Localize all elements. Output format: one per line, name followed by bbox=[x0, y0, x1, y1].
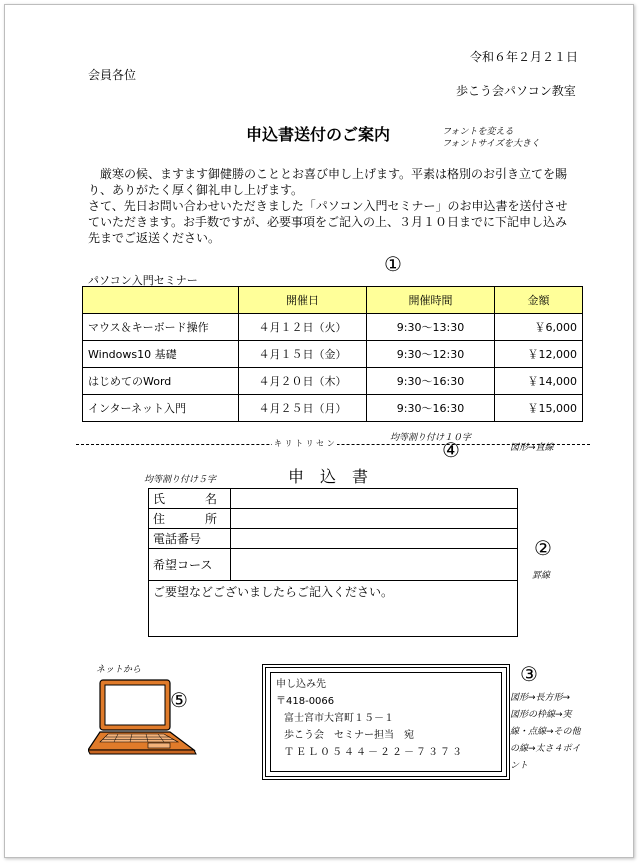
address-block bbox=[276, 676, 464, 761]
course-fee: ￥12,000 bbox=[495, 341, 583, 368]
cut-line-note: 図形→直線 bbox=[510, 443, 554, 453]
course-name: インターネット入門 bbox=[83, 395, 239, 422]
course-name: はじめてのWord bbox=[83, 368, 239, 395]
form-label: 電話番号 bbox=[149, 529, 231, 549]
course-date: ４月１５日（金） bbox=[239, 341, 367, 368]
marker-4: ④ bbox=[442, 438, 460, 462]
course-time: 9:30～16:30 bbox=[367, 368, 495, 395]
course-fee: ￥14,000 bbox=[495, 368, 583, 395]
address-street: 富士宮市大宮町１５－１ bbox=[284, 713, 394, 724]
course-time: 9:30～16:30 bbox=[367, 395, 495, 422]
marker-1: ① bbox=[384, 252, 402, 276]
label-address: 住 所 bbox=[153, 512, 217, 526]
form-note: 均等割り付け５字 bbox=[144, 475, 217, 485]
table-row bbox=[83, 341, 583, 368]
course-field[interactable] bbox=[231, 549, 518, 581]
address-postal: 〒418-0066 bbox=[276, 696, 335, 707]
address-note-line: 図形→長方形→ bbox=[510, 693, 571, 703]
address-heading: 申し込み先 bbox=[276, 679, 326, 690]
address-note bbox=[510, 690, 581, 775]
recipient: 会員各位 bbox=[88, 68, 137, 82]
title-note-size: フォントサイズを大きく bbox=[442, 139, 540, 149]
table-caption: パソコン入門セミナー bbox=[88, 274, 198, 287]
form-row bbox=[149, 549, 518, 581]
table-header: 開催日 bbox=[239, 287, 367, 314]
body-line: ていただきます。お手数ですが、必要事項をご記入の上、３月１０日までに下記申し込み bbox=[88, 215, 568, 229]
course-name: マウス＆キーボード操作 bbox=[83, 314, 239, 341]
course-fee: ￥6,000 bbox=[495, 314, 583, 341]
table-row bbox=[83, 368, 583, 395]
body-line: 厳寒の候、ますます御健勝のこととお喜び申し上げます。平素は格別のお引き立てを賜 bbox=[88, 167, 568, 181]
label-name: 氏 名 bbox=[153, 492, 217, 506]
form-row bbox=[149, 529, 518, 549]
request-field[interactable]: ご要望などございましたらご記入ください。 bbox=[149, 581, 518, 637]
course-time: 9:30～12:30 bbox=[367, 341, 495, 368]
application-form bbox=[148, 488, 518, 637]
seminar-table bbox=[82, 286, 583, 422]
table-header: 金額 bbox=[495, 287, 583, 314]
form-label: 希望コース bbox=[149, 549, 231, 581]
laptop-note: ネットから bbox=[96, 665, 142, 675]
document-title: 申込書送付のご案内 bbox=[246, 125, 391, 144]
table-corner-cell bbox=[83, 287, 239, 314]
address-field[interactable] bbox=[231, 509, 518, 529]
table-row bbox=[83, 314, 583, 341]
course-date: ４月２５日（月） bbox=[239, 395, 367, 422]
course-name: Windows10 基礎 bbox=[83, 341, 239, 368]
table-header-row bbox=[83, 287, 583, 314]
form-row bbox=[149, 581, 518, 637]
body-line: さて、先日お問い合わせいただきました「パソコン入門セミナー」のお申込書を送付させ bbox=[88, 199, 568, 213]
phone-field[interactable] bbox=[231, 529, 518, 549]
marker-5: ⑤ bbox=[170, 688, 188, 712]
body-line: り、ありがたく厚く御礼申し上げます。 bbox=[88, 183, 304, 197]
address-note-line: の線→太さ４ポイ bbox=[510, 744, 581, 754]
cut-note: 均等割り付け１０字 bbox=[390, 433, 472, 443]
course-time: 9:30～13:30 bbox=[367, 314, 495, 341]
address-note-line: ント bbox=[510, 761, 529, 771]
marker-2: ② bbox=[534, 536, 552, 560]
marker-3: ③ bbox=[520, 662, 538, 686]
address-note-line: 線・点線→その他 bbox=[510, 727, 581, 737]
sender: 歩こう会パソコン教室 bbox=[456, 84, 576, 98]
form-label bbox=[149, 509, 231, 529]
document-date: 令和６年２月２１日 bbox=[470, 50, 579, 64]
course-fee: ￥15,000 bbox=[495, 395, 583, 422]
address-note-line: 図形の枠線→実 bbox=[510, 710, 572, 720]
address-tel: ＴＥＬ０５４４－２２－７３７３ bbox=[284, 747, 464, 758]
table-row bbox=[83, 395, 583, 422]
body-text bbox=[88, 166, 568, 246]
name-field[interactable] bbox=[231, 489, 518, 509]
course-date: ４月２０日（木） bbox=[239, 368, 367, 395]
address-office: 歩こう会 セミナー担当 宛 bbox=[284, 730, 414, 741]
form-row bbox=[149, 509, 518, 529]
form-label bbox=[149, 489, 231, 509]
course-date: ４月１２日（火） bbox=[239, 314, 367, 341]
cut-text: キ リ ト リ セ ン bbox=[274, 439, 335, 448]
form-title: 申 込 書 bbox=[288, 467, 369, 486]
form-border-note: 罫線 bbox=[532, 571, 551, 581]
body-line: 先までご返送ください。 bbox=[88, 231, 221, 245]
form-row bbox=[149, 489, 518, 509]
title-note-font: フォントを変える bbox=[442, 127, 514, 137]
table-header: 開催時間 bbox=[367, 287, 495, 314]
